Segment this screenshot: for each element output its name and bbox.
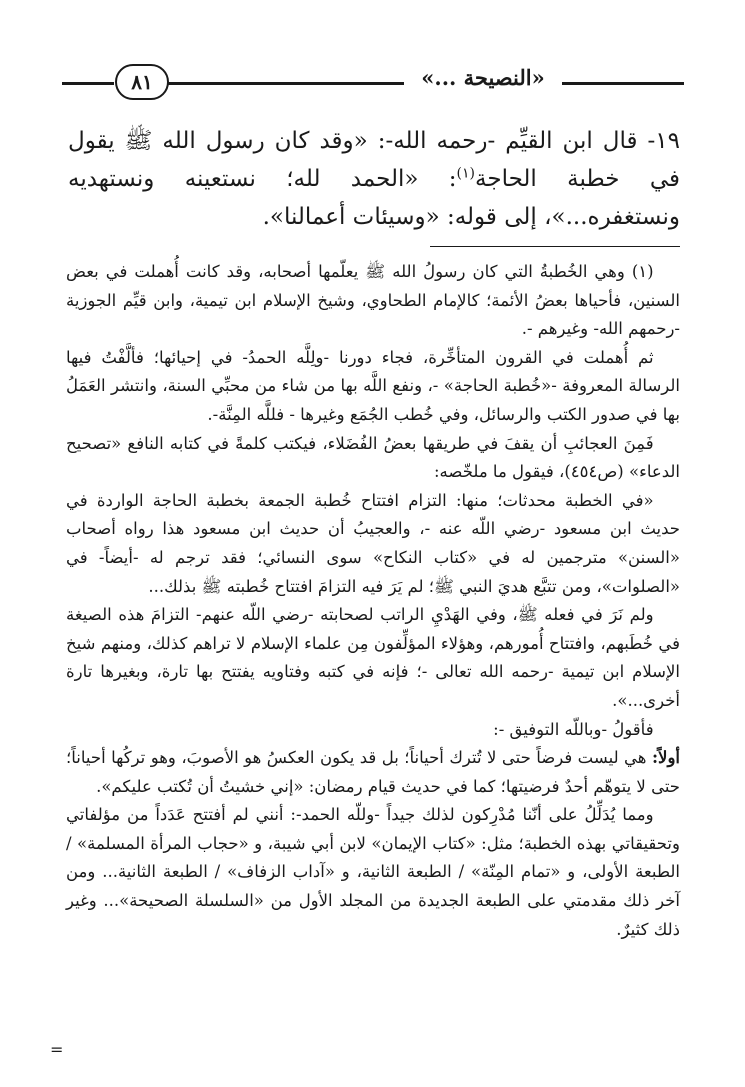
footnotes-section	[66, 258, 680, 944]
bold-lead-word: أولاً:	[651, 748, 680, 768]
footnote-paragraph: أولاً: هي ليست فرضاً حتى لا تُترك أحياناً؛ بل قد يكون العكسُ هو الأصوبَ، وهو تركُها أحياناً؛ حتى لا يتوهّم أحدٌ فرضيتها؛ كما في حديث قيام رمضان: «إني خشيتُ أن تُكتب عليكم».	[66, 748, 680, 796]
footnote-paragraph: ولم نَرَ في فعله ﷺ، وفي الهَدْيِ الراتب لصحابته -رضي اللّه عنهم- التزامَ هذه الصيغة في خُطَبهم، وافتتاح أُمورهم، وهؤلاء المؤلِّفون مِن علماء الإسلام لا تراهم كذلك، ومنهم شيخ الإسلام ابن تيمية -رحمه الله تعالى -؛ فإنه في كتبه وفتاويه يفتتح بها تارة، وبغيرها تارة أخرى...».	[66, 605, 680, 710]
main-text-part-1: ١٩- قال ابن القيِّم -رحمه الله-: «وقد كان رسول الله ﷺ يقول في خطبة الحاجة	[68, 128, 680, 192]
footnote-paragraph: (١) وهي الخُطبةُ التي كان رسولُ الله ﷺ يعلّمها أصحابه، وقد كانت أُهملت في بعض السنين، فأحياها بعضُ الأئمة؛ كالإمام الطحاوي، وشيخ الإسلام ابن تيمية، وابن قيِّم الجوزية -رحمهم الله- وغيرهم -.	[66, 262, 680, 339]
page-number: ٨١	[131, 70, 153, 94]
header-rule-middle	[168, 82, 404, 85]
footnote-separator	[430, 246, 680, 247]
footnote-paragraph: ومما يُدَلِّلُ على أنّنا مُدْرِكون لذلك جيداً -وللّه الحمد-: أنني لم أفتتح عَدَداً من مؤلفاتي وتحقيقاتي بهذه الخطبة؛ مثل: «كتاب الإيمان» لابن أبي شيبة، و «حجاب المرأة المسلمة» / الطبعة الأولى، و «تمام المِنّة» / الطبعة الثانية، و «آداب الزفاف» / الطبعة الثانية... ومن آخر ذلك مقدمتي على الطبعة الجديدة من المجلد الأول من «السلسلة الصحيحة»... وغير ذلك كثيرٌ.	[66, 805, 680, 939]
footnote-paragraph: فَمِنَ العجائبِ أن يقفَ في طريقها بعضُ الفُضَلاء، فيكتب كلمةً في كتابه النافع «تصحيح الدعاء» (ص٤٥٤)، فيقول ما ملخّصه:	[66, 433, 680, 482]
header-rule-left	[62, 82, 114, 85]
main-text-part-2: : «الحمد لله؛ نستعينه ونستهديه ونستغفره...»، إلى قوله: «وسيئات أعمالنا».	[68, 166, 680, 230]
footnote-paragraph: فأقولُ -وباللّه التوفيق -:	[493, 719, 654, 739]
main-paragraph	[68, 122, 680, 236]
running-title: «النصيحة ...»	[421, 65, 545, 90]
footnote-reference: (١)	[456, 165, 476, 182]
footnote-paragraph: ثم أُهملت في القرون المتأخِّرة، فجاء دورنا -ولِلَّه الحمدُ- في إحيائها؛ فألَّفْتُ فيها الرسالة المعروفة -«خُطبة الحاجة» -، ونفع اللَّه بها من شاء من محبِّي السنة، وانتشر العَمَلُ بها في صدور الكتب والرسائل، وفي خُطب الجُمَع وغيرها - فللَّه المِنَّة-.	[66, 347, 680, 424]
page-number-badge	[115, 64, 169, 100]
footnote-paragraph: «في الخطبة محدثات؛ منها: التزام افتتاح خُطبة الجمعة بخطبة الحاجة الواردة في حديث ابن مسعود -رضي اللّه عنه -، والعجيبُ أن حديث ابن مسعود هذا رواه أصحاب «السنن» مترجمين له في «كتاب النكاح» سوى النسائي؛ فقد ترجم له -أيضاً- في «الصلوات»، ومن تتبَّع هديَ النبي ﷺ؛ لم يَرَ فيه التزامَ افتتاح خُطبته ﷺ بذلك...	[66, 490, 680, 596]
continuation-mark: =	[50, 1040, 64, 1059]
page-header	[62, 62, 684, 102]
header-rule-right	[562, 82, 684, 85]
